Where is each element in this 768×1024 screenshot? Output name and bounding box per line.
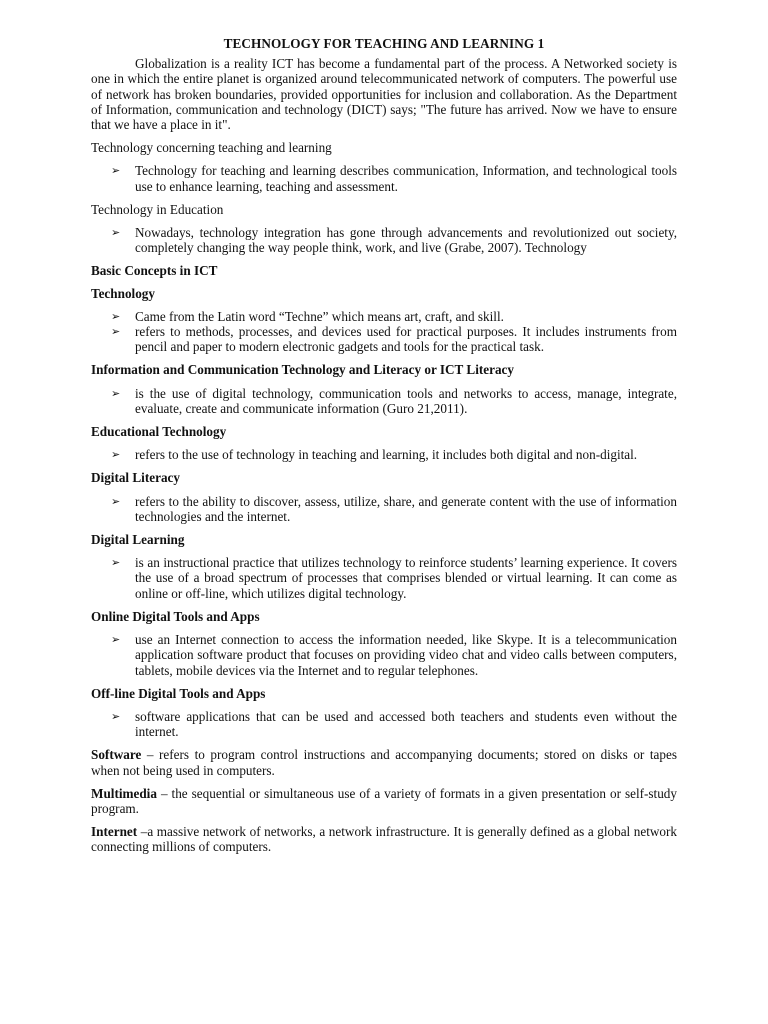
list-item-text: software applications that can be used and accessed both teachers and students even without the internet. bbox=[135, 708, 677, 740]
list-item-text: is the use of digital technology, communication tools and networks to access, manage, integrate, evaluate, create and communicate information (Guro 21,2011). bbox=[135, 385, 677, 416]
section-heading-education: Technology in Education bbox=[91, 201, 224, 217]
list-item-text: refers to methods, processes, and devices used for practical purposes. It includes instruments from pencil and paper to modern electronic gadgets and tools for the practical task. bbox=[135, 324, 677, 355]
list-item bbox=[91, 225, 677, 255]
list-item-text: refers to the use of technology in teaching and learning, it includes both digital and non-digital. bbox=[135, 447, 638, 463]
list-item-text: Nowadays, technology integration has gone through advancements and revolutionized out society, completely changing the way people think, work, and live (Grabe, 2007). Technology bbox=[135, 225, 677, 256]
list-item-text: Came from the Latin word “Techne” which means art, craft, and skill. bbox=[135, 308, 504, 324]
definition-internet bbox=[91, 824, 677, 854]
section-heading-digital-learning: Digital Learning bbox=[91, 532, 185, 548]
section-heading-educational-technology: Educational Technology bbox=[91, 424, 227, 440]
list-item-text: Technology for teaching and learning describes communication, Information, and technological tools use to enhance learning, teaching and assessment. bbox=[135, 163, 677, 194]
section-heading-teaching: Technology concerning teaching and learning bbox=[91, 140, 332, 156]
section-heading-basic-concepts: Basic Concepts in ICT bbox=[91, 263, 218, 279]
list-item bbox=[91, 709, 677, 739]
document-title: TECHNOLOGY FOR TEACHING AND LEARNING 1 bbox=[223, 36, 545, 51]
intro-paragraph: Globalization is a reality ICT has become a fundamental part of the process. A Networked society is one in which the entire planet is organized around telecommunicated network of computers. The powerful use of network has broken boundaries, provided opportunities for inclusion and collaboration. As the Department of Information, communication and technology (DICT) says; "The future has arrived. Now we have to ensure that we have a place in it". bbox=[91, 56, 677, 133]
list-item-text: use an Internet connection to access the information needed, like Skype. It is a telecommunication application software product that focuses on providing video chat and video calls between computers, tablets, mobile devices via the Internet and to regular telephones. bbox=[135, 632, 677, 678]
list-item-text: refers to the ability to discover, assess, utilize, share, and generate content with the use of information technologies and the internet. bbox=[135, 493, 677, 524]
bullet-list-digital-learning bbox=[91, 555, 677, 601]
arrowhead-bullet-icon: ➢ bbox=[111, 325, 121, 339]
arrowhead-bullet-icon: ➢ bbox=[111, 226, 121, 240]
definition-term: Software bbox=[91, 747, 142, 763]
arrowhead-bullet-icon: ➢ bbox=[111, 448, 121, 462]
list-item bbox=[91, 494, 677, 524]
section-heading-offline-tools: Off-line Digital Tools and Apps bbox=[91, 685, 266, 701]
section-heading-technology: Technology bbox=[91, 285, 155, 301]
arrowhead-bullet-icon: ➢ bbox=[111, 556, 121, 570]
list-item bbox=[91, 386, 677, 416]
arrowhead-bullet-icon: ➢ bbox=[111, 164, 121, 178]
bullet-list-technology bbox=[91, 309, 677, 355]
arrowhead-bullet-icon: ➢ bbox=[111, 709, 121, 723]
definition-term: Internet bbox=[91, 824, 138, 840]
bullet-list-digital-literacy bbox=[91, 494, 677, 524]
definition-text: –a massive network of networks, a network infrastructure. It is generally defined as a global network connecting millions of computers. bbox=[91, 824, 677, 855]
definition-text: – the sequential or simultaneous use of a variety of formats in a given presentation or self-study program. bbox=[91, 785, 677, 816]
bullet-list-ict-literacy bbox=[91, 386, 677, 416]
section-heading-ict-literacy: Information and Communication Technology and Literacy or ICT Literacy bbox=[91, 362, 514, 378]
definition-software bbox=[91, 747, 677, 777]
definition-multimedia bbox=[91, 786, 677, 816]
list-item bbox=[91, 309, 677, 324]
list-item bbox=[91, 555, 677, 601]
list-item-text: is an instructional practice that utilizes technology to reinforce students’ learning experience. It covers the use of a broad spectrum of processes that comprises blended or virtual learning. It can come as online or off-line, which utilizes digital technology. bbox=[135, 555, 677, 601]
arrowhead-bullet-icon: ➢ bbox=[111, 309, 121, 323]
arrowhead-bullet-icon: ➢ bbox=[111, 386, 121, 400]
arrowhead-bullet-icon: ➢ bbox=[111, 494, 121, 508]
bullet-list-offline-tools bbox=[91, 709, 677, 739]
definition-term: Multimedia bbox=[91, 785, 157, 801]
arrowhead-bullet-icon: ➢ bbox=[111, 633, 121, 647]
definition-text: – refers to program control instructions and accompanying documents; stored on disks or tapes when not being used in computers. bbox=[91, 747, 677, 778]
bullet-list-online-tools bbox=[91, 632, 677, 678]
document-body bbox=[91, 36, 677, 855]
section-heading-online-tools: Online Digital Tools and Apps bbox=[91, 608, 260, 624]
list-item bbox=[91, 447, 677, 462]
list-item bbox=[91, 632, 677, 678]
list-item bbox=[91, 163, 677, 193]
bullet-list-education bbox=[91, 225, 677, 255]
bullet-list-teaching bbox=[91, 163, 677, 193]
section-heading-digital-literacy: Digital Literacy bbox=[91, 470, 180, 486]
list-item bbox=[91, 324, 677, 354]
bullet-list-educational-technology bbox=[91, 447, 677, 462]
